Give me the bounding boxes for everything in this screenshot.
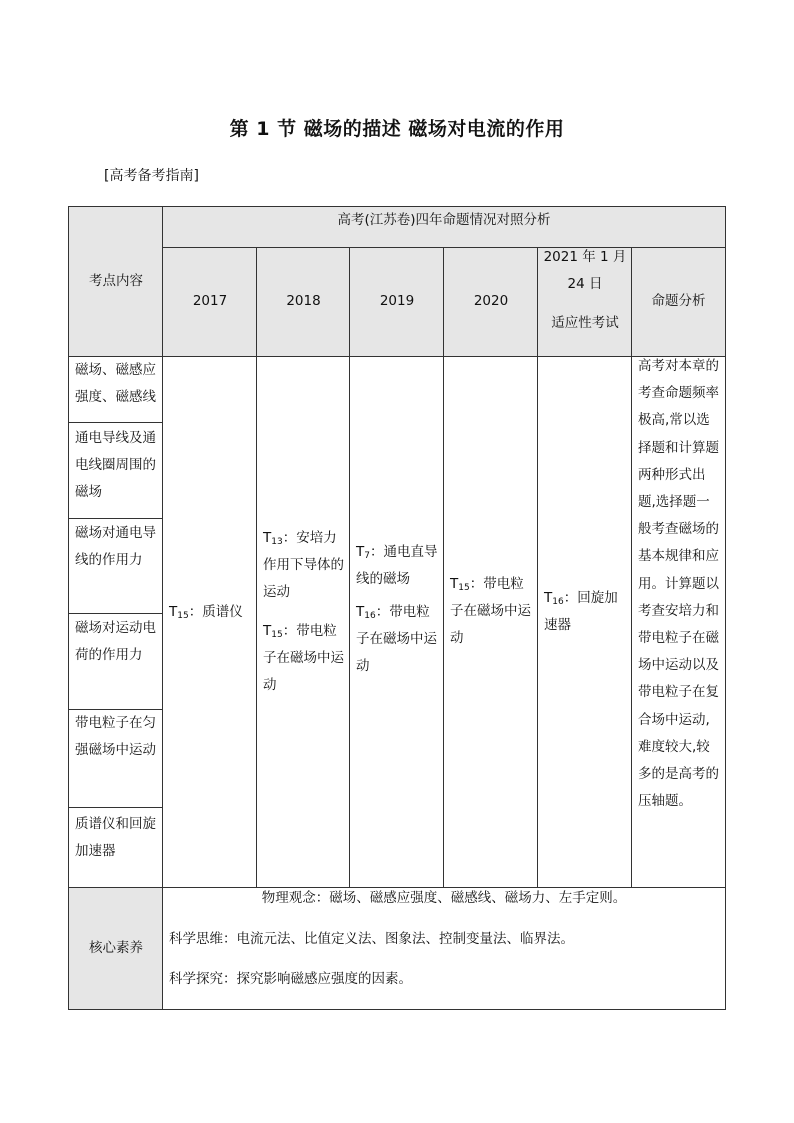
analysis-table [68, 206, 726, 1010]
cell-2020 [444, 571, 538, 652]
cell-2018 [257, 525, 350, 699]
grid-line [69, 356, 725, 357]
core-label-cell [69, 888, 163, 1009]
year-2021-line3: 适应性考试 [551, 315, 619, 331]
core-label: 核心素养 [89, 940, 143, 956]
topic-1 [69, 357, 163, 421]
cell-2019-item-2-sub: 16 [364, 611, 376, 621]
topic-4-text: 磁场对运动电荷的作用力 [75, 620, 156, 663]
header-topic-label: 考点内容 [89, 273, 143, 289]
cell-2019-item-1 [356, 539, 438, 593]
year-2021-line2: 24 日 [567, 276, 603, 292]
topic-5-text: 带电粒子在匀强磁场中运动 [75, 715, 156, 758]
core-line-1-text: 物理观念：磁场、磁感应强度、磁感线、磁场力、左手定则。 [261, 890, 627, 906]
topic-1-text: 磁场、磁感应强度、磁感线 [75, 362, 156, 405]
topic-6 [69, 811, 163, 881]
page-title: 第 1 节 磁场的描述 磁场对电流的作用 [229, 118, 565, 140]
analysis-text: 高考对本章的考查命题频率极高,常以选择题和计算题两种形式出题,选择题一般考查磁场的基本规律和应用。计算题以考查安培力和带电粒子在磁场中运动以及带电粒子在复合场中运动,难度较大,较多的是高考的压轴题。 [638, 358, 719, 810]
core-line-1 [163, 885, 725, 912]
cell-2018-item-2-sub: 15 [271, 630, 283, 640]
year-2019-label: 2019 [379, 293, 415, 309]
cell-analysis [632, 353, 725, 815]
cell-2019 [350, 539, 444, 680]
topic-5 [69, 710, 163, 802]
cell-2020-t: T [450, 576, 459, 592]
cell-2020-text: ：带电粒子在磁场中运动 [450, 576, 531, 646]
grid-line [349, 247, 350, 888]
core-line-2 [169, 926, 725, 953]
grid-line [162, 247, 725, 248]
core-line-2-text: 科学思维：电流元法、比值定义法、图象法、控制变量法、临界法。 [169, 931, 574, 947]
topic-2-text: 通电导线及通电线圈周围的磁场 [75, 430, 156, 500]
cell-2018-item-2 [263, 618, 344, 699]
cell-2017-sub: 15 [177, 611, 189, 621]
cell-2021-sub: 16 [552, 597, 564, 607]
grid-line [69, 887, 725, 888]
cell-2018-item-1-sub: 13 [271, 537, 283, 547]
topic-3 [69, 520, 163, 612]
cell-2019-item-1-t: T [356, 544, 365, 560]
cell-2017 [163, 599, 257, 626]
topic-6-text: 质谱仪和回旋加速器 [75, 816, 156, 859]
cell-2019-item-1-sub: 7 [364, 551, 370, 561]
header-exam-label: 高考(江苏卷)四年命题情况对照分析 [337, 212, 551, 228]
cell-2019-item-2-t: T [356, 604, 365, 620]
core-line-3-text: 科学探究：探究影响磁感应强度的因素。 [169, 971, 412, 987]
grid-line [69, 807, 162, 808]
cell-2021-text: ：回旋加速器 [544, 590, 618, 633]
topic-4 [69, 615, 163, 707]
cell-2021 [538, 585, 632, 639]
grid-line [69, 613, 162, 614]
cell-2018-item-2-text: ：带电粒子在磁场中运动 [263, 623, 344, 693]
cell-2019-item-1-text: ：通电直导线的磁场 [356, 544, 438, 587]
header-topic-cell [69, 207, 163, 356]
grid-line [69, 422, 162, 423]
year-2018-label: 2018 [286, 293, 321, 309]
header-year-2021 [538, 247, 632, 356]
header-exam-cell [163, 207, 725, 247]
grid-line [256, 247, 257, 888]
guide-label: [高考备考指南] [104, 168, 199, 184]
grid-line [162, 207, 163, 1009]
year-2021-line1: 2021 年 1 月 [543, 249, 627, 265]
header-year-2017 [163, 247, 257, 356]
cell-2017-t: T [169, 604, 178, 620]
cell-2019-item-2-text: ：带电粒子在磁场中运动 [356, 604, 437, 674]
header-analysis-cell [632, 247, 725, 356]
grid-line [537, 247, 538, 888]
grid-line [631, 247, 632, 888]
year-2017-label: 2017 [192, 293, 228, 309]
header-year-2019 [350, 247, 444, 356]
topic-2 [69, 425, 163, 517]
header-year-2018 [257, 247, 350, 356]
grid-line [69, 709, 162, 710]
cell-2018-item-1-text: ：安培力作用下导体的运动 [263, 530, 344, 600]
cell-2018-item-2-t: T [263, 623, 272, 639]
cell-2020-sub: 15 [458, 583, 470, 593]
cell-2021-t: T [544, 590, 553, 606]
year-2020-label: 2020 [473, 293, 509, 309]
cell-2018-item-1-t: T [263, 530, 272, 546]
cell-2017-text: ：质谱仪 [188, 604, 243, 620]
header-year-2020 [444, 247, 538, 356]
grid-line [443, 247, 444, 888]
topic-3-text: 磁场对通电导线的作用力 [75, 525, 156, 568]
grid-line [69, 518, 162, 519]
cell-2019-item-2 [356, 599, 438, 680]
cell-2018-item-1 [263, 525, 344, 606]
analysis-header-label: 命题分析 [651, 293, 706, 309]
core-line-3 [169, 966, 725, 993]
